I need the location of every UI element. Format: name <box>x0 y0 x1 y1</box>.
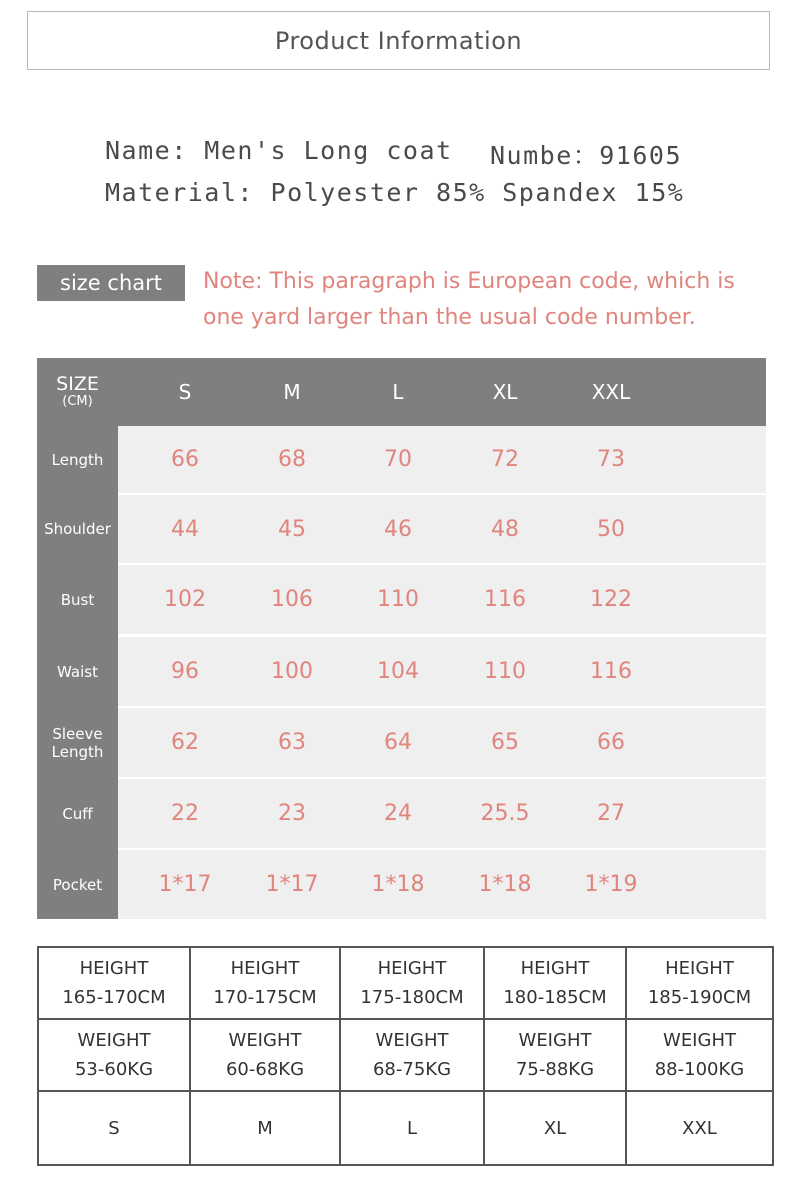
chart-value: 68 <box>278 447 306 472</box>
chart-value: 1*19 <box>584 872 638 897</box>
chart-value: 25.5 <box>480 801 530 826</box>
size-note: Note: This paragraph is European code, which is one yard larger than the usual code number. <box>203 269 735 330</box>
height-cell: HEIGHT 175-180CM <box>340 947 484 1019</box>
row-label: Shoulder <box>44 520 111 538</box>
chart-value: 116 <box>484 587 526 612</box>
chart-value: 1*18 <box>478 872 532 897</box>
size-header-l: L <box>392 380 404 404</box>
chart-value: 46 <box>384 516 412 542</box>
chart-value: 1*17 <box>265 872 319 897</box>
chart-value: 62 <box>171 730 199 755</box>
size-column-label <box>37 358 118 426</box>
size-label-text: SIZE <box>56 373 99 395</box>
chart-value: 24 <box>384 801 412 826</box>
size-header-xl: XL <box>492 380 518 404</box>
chart-value: 45 <box>278 516 306 542</box>
size-header-s: S <box>178 380 192 404</box>
chart-value: 27 <box>597 801 625 826</box>
row-label: Length <box>51 450 104 469</box>
row-label: Bust <box>60 590 95 609</box>
chart-value: 110 <box>377 587 419 612</box>
chart-value: 104 <box>377 659 419 684</box>
chart-value: 64 <box>384 730 412 755</box>
height-cell: HEIGHT 165-170CM <box>38 947 190 1019</box>
chart-value: 110 <box>484 659 526 684</box>
row-label: Pocket <box>52 875 103 894</box>
header-title: Product Information <box>274 26 523 55</box>
row-label: Sleeve Length <box>51 724 104 761</box>
size-cell: XL <box>484 1091 626 1165</box>
height-row <box>38 947 773 1019</box>
chart-value: 44 <box>171 516 199 542</box>
row-label: Waist <box>57 662 98 681</box>
chart-value: 48 <box>491 516 519 542</box>
chart-value: 1*17 <box>158 872 212 897</box>
chart-value: 72 <box>491 447 519 472</box>
chart-value: 73 <box>597 447 625 472</box>
product-material: Material: Polyester 85% Spandex 15% <box>105 178 685 207</box>
chart-value: 106 <box>271 587 313 612</box>
size-cell: L <box>340 1091 484 1165</box>
weight-cell: WEIGHT 60-68KG <box>190 1019 340 1091</box>
chart-value: 1*18 <box>371 872 425 897</box>
size-header-m: M <box>283 380 301 404</box>
size-row <box>38 1091 773 1165</box>
weight-cell: WEIGHT 88-100KG <box>626 1019 773 1091</box>
size-header-xxl: XXL <box>591 380 631 404</box>
chart-value: 96 <box>171 659 199 684</box>
size-cell: M <box>190 1091 340 1165</box>
chart-value: 70 <box>384 447 412 472</box>
height-cell: HEIGHT 170-175CM <box>190 947 340 1019</box>
chart-value: 63 <box>278 730 306 755</box>
size-cell: XXL <box>626 1091 773 1165</box>
chart-value: 116 <box>590 659 632 684</box>
chart-value: 102 <box>164 587 206 612</box>
product-info-header <box>27 11 770 70</box>
size-unit-text: (CM) <box>62 394 93 409</box>
height-cell: HEIGHT 180-185CM <box>484 947 626 1019</box>
row-label: Cuff <box>62 804 93 823</box>
size-cell: S <box>38 1091 190 1165</box>
weight-cell: WEIGHT 68-75KG <box>340 1019 484 1091</box>
product-number: Numbe：91605 <box>490 141 683 170</box>
weight-cell: WEIGHT 53-60KG <box>38 1019 190 1091</box>
chart-value: 65 <box>491 730 519 755</box>
chart-value: 66 <box>171 447 199 472</box>
weight-row <box>38 1019 773 1091</box>
size-chart <box>37 358 766 919</box>
chart-value: 100 <box>271 659 313 684</box>
size-chart-tag: size chart <box>37 265 185 301</box>
fit-table <box>37 946 774 1166</box>
product-name: Name: Men's Long coat <box>105 136 453 165</box>
height-cell: HEIGHT 185-190CM <box>626 947 773 1019</box>
chart-value: 23 <box>278 801 306 826</box>
chart-value: 50 <box>597 516 625 542</box>
chart-value: 22 <box>171 801 199 826</box>
chart-value: 122 <box>590 587 632 612</box>
weight-cell: WEIGHT 75-88KG <box>484 1019 626 1091</box>
chart-value: 66 <box>597 730 625 755</box>
